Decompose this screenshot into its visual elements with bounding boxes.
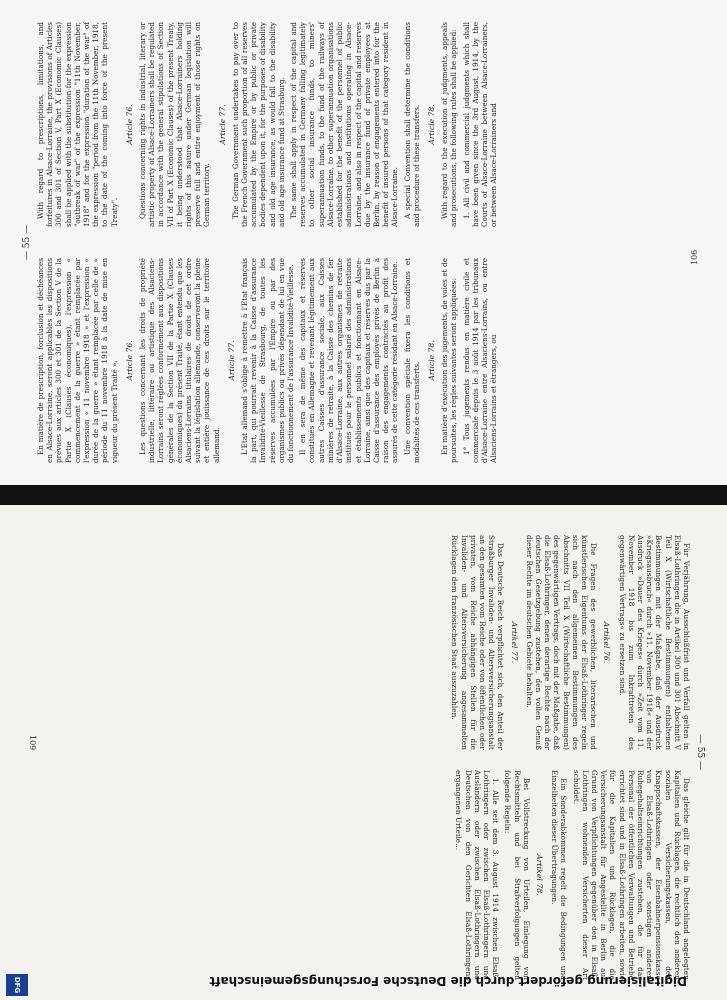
german-art76-title: Artikel 76.: [602, 621, 612, 664]
french-art78-title: Article 78.: [426, 340, 436, 381]
german-art77-title: Artikel 77.: [509, 621, 519, 664]
german-art77-p1: Das Deutsche Reich verpflichtet sich, den Anteil der Straßburger Invaliden- und Altersversicherungsanstalt an den gesamten vom Reiche oder von öffentlichen oder privaten, vom Reiche abhängigen Stellen für die Invaliden- und Altersversicherung angesammelten Rücklagen dem französischen Staat auszuzahlen.: [450, 535, 506, 750]
page-number-header: — 55 —: [695, 734, 705, 771]
german-column-right: [451, 770, 691, 980]
top-page: [0, 0, 727, 485]
digitization-credit: [0, 972, 727, 992]
german-art78-p2: 1. Alle seit dem 3. August 1914 zwischen Elsaß-Lothringern oder zwischen Elsaß-Lothringern und Ausländern oder zwischen Elsaß-Lothringern und Deutschen von den Gerichten Elsaß-Lothringens ergangenen Urteile...: [454, 770, 501, 980]
french-column: [36, 258, 501, 463]
german-art77-p2: Das gleiche gilt für die in Deutschland angelegten Kapitalien und Rücklagen, die rechtlich den anderen sozialen Versicherungskassen, den Knappschaftskassen, der Eisenbahnerpensionskasse von Elsaß-Lothringen oder sonstigen anderen Ruhegehaltseinrichtungen zustehen, die für das Personal der öffentlichen Verwaltungen und Betriebe errichtet sind und in Elsaß-Lothringen arbeiten, sowie für die Kapitalien und Rücklagen, die die Versicherungsanstalt für Angestellte in Berlin auf Grund von Verpflichtungen gegenüber den in Elsaß-Lothringen wohnenden Versicherten dieser Art schuldet.: [571, 770, 691, 980]
english-art76-title: Article 76.: [124, 104, 134, 145]
dfg-logo: DFG: [6, 974, 28, 996]
german-art76: Die Fragen des gewerblichen, literarischen und künstlerischen Eigentums der Elsaß-Lothringer regeln sich nach den allgemeinen Bestimmungen des Abschnitts VII Teil X (Wirtschaftliche Bestimmungen) des gegenwärtigen Vertrags, doch mit der Maßgabe, daß die Elsaß-Lothringer, denen derartige Rechte nach der deutschen Gesetzgebung zustehen, den vollen Genuß dieser Rechte im deutschen Gebiete behalten.: [524, 535, 599, 750]
page-number-footer: 109: [28, 735, 37, 751]
english-art76: Questions concerning rights in industrial, literary or artistic property of Alsace-Lorrainers shall be regulated in accordance with the general stipulations of Section VII of Part X (Economic Clauses) of the present Treaty, it being understood that Alsace-Lorrainers holding rights of this nature under German legislation will preserve full and entire enjoyment of those rights on German territory.: [138, 22, 212, 227]
page-number-footer: 106: [690, 249, 699, 265]
bottom-page: [0, 505, 727, 1000]
german-intro: Für Verjährung, Ausschlußfrist und Verfall gelten in Elsaß-Lothringen die in Artikel 300 und 301 Abschnitt V Teil X (Wirtschaftliche Bestimmungen) enthaltenen Bestimmungen mit der Maßgabe, daß der Ausdruck »Kriegsausbruch« durch »11. November 1918« und der Ausdruck »Dauer des Krieges« durch »Zeit vom 11. November 1918 bis zum Inkrafttreten des gegenwärtigen Vertrags« zu ersetzen sind.: [617, 535, 691, 750]
english-art77-p3: A special Convention shall determine the conditions and procedure of these transfers.: [402, 22, 421, 227]
french-art78-p1: En matière d'exécution des jugements, de voies et de poursuites, les règles suivantes seront appliquées:: [440, 258, 459, 463]
french-art77-p2: Il en sera de même des capitaux et réserves constitués en Allemagne et revenant légitimement aux autres Caisses d'assurance sociale, aux Caisses minières de retraite, à la Caisse des chemins de fer d'Alsace-Lorraine, aux autres organismes de retraite institués pour le personnel salarié des administrations et établissements publics et fonctionnant en Alsace-Lorraine, ainsi que des capitaux et réserves dus par la Caisse d'assurance des employés privés de Berlin à raison des engagements contractés au profit des assurés de cette catégorie résidant en Alsace-Lorraine.: [298, 258, 400, 463]
english-intro: With regard to prescriptions, limitations, and forfeitures in Alsace-Lorraine, the provisions of Articles 300 and 301 of Section V, Part X (Economic Clauses) shall be applied with the substitution for the expression "outbreak of war" of the expression "11th November, 1918" and for the expression "duration of the war" of the expression "period from the 11th November, 1918, to the date of the coming into force of the present Treaty".: [36, 22, 119, 227]
french-art77-p3: Une convention spéciale fixera les conditions et modalités de ces transferts.: [402, 258, 421, 463]
french-art77-p1: L'Etat allemand s'oblige à remettre à l'Etat français la part, qui pourrait revenir à la Caisse d'assurance Invalidité-Vieillesse de Strasbourg, de toutes les réserves accumulées par l'Empire ou par des organismes publics ou privés dépendant de lui en vue du fonctionnement de l'assurance Invalidité-Vieillesse.: [240, 258, 296, 463]
french-intro: En matière de prescription, forclusion et déchéances en Alsace-Lorraine, seront applicables les dispositions prévues aux articles 300 et 301 de la Section V de la Partie X (Clauses économiques), l'expression « commencement de la guerre » étant remplacée par l'expression « 11 novembre 1918 » et l'expression « durée de la guerre » étant remplacée par celle de « période du 11 novembre 1918 à la date de mise en vigueur du présent Traité ».: [36, 258, 119, 463]
french-art76: Les questions concernant les droits de propriété industrielle, littéraire ou artistique des Alsaciens-Lorrains seront réglées conformément aux dispositions générales de la Section VII de la Partie X (Clauses économiques) du présent Traité, étant entendu que les Alsaciens-Lorrains titulaires de droits de cet ordre suivant la législation allemande, conserveront la pleine et entière jouissance de ces droits sur le territoire allemand.: [138, 258, 221, 463]
german-art77-p3: Ein Sonderabkommen regelt die Bedingungen und Einzelheiten dieser Übertragungen.: [550, 770, 569, 980]
english-art78-p2: 1. All civil and commercial judgments which shall have been given since the 3rd August, 1914, by the Courts of Alsace-Lorraine between Alsace-Lorrainers, or between Alsace-Lorrainers and: [461, 22, 499, 227]
french-art76-title: Article 76.: [124, 340, 134, 381]
french-art78-p2: 1° Tous jugements rendus en matière civile et commerciale depuis le 3 août 1914 par les tribunaux d'Alsace-Lorraine entre Alsaciens-Lorrains, ou entre Alsaciens-Lorrains et étrangers, ou: [461, 258, 499, 463]
german-art78-title: Artikel 78.: [534, 854, 544, 896]
german-column-left: [447, 535, 691, 750]
english-art77-title: Article 77.: [217, 104, 227, 145]
english-column: [36, 22, 501, 227]
german-art78-p1: Bei Vollstreckung von Urteilen, Einlegung von Rechtsmitteln und bei Strafverfolgungen gelten folgende Regeln:: [503, 770, 531, 980]
english-art78-p1: With regard to the execution of judgments, appeals and prosecutions, the following rules shall be applied:: [440, 22, 459, 227]
page-divider: [0, 485, 727, 505]
credit-text: Digitalisierung gefördert durch die Deutsche Forschungsgemeinschaft: [209, 974, 687, 988]
english-art78-title: Article 78.: [426, 104, 436, 145]
page-number-header: — 55 —: [22, 224, 32, 261]
french-art77-title: Article 77.: [226, 340, 236, 381]
english-art77-p2: The same shall apply in respect of the capital and reserves accumulated in Germany falling legitimately to other social insurance funds, to miners' superannuation funds, to the fund of the railways of Alsace-Lorraine, to other superannuation organisations established for the benefit of the personnel of public administrations and institutions operating in Alsace-Lorraine, and also in respect of the capital and reserves due by the insurance fund of private employees at Berlin, by reason of engagements entered into for the benefit of insured persons of that category resident in Alsace-Lorraine.: [289, 22, 400, 227]
english-art77-p1: The German Government undertakes to pay over to the French Government such proportion of all reserves accumulated by the Empire or by public or private bodies dependent upon it, for the purposes of disability and old age insurance, as would fall to the disability and old age insurance fund at Strasburg.: [230, 22, 286, 227]
